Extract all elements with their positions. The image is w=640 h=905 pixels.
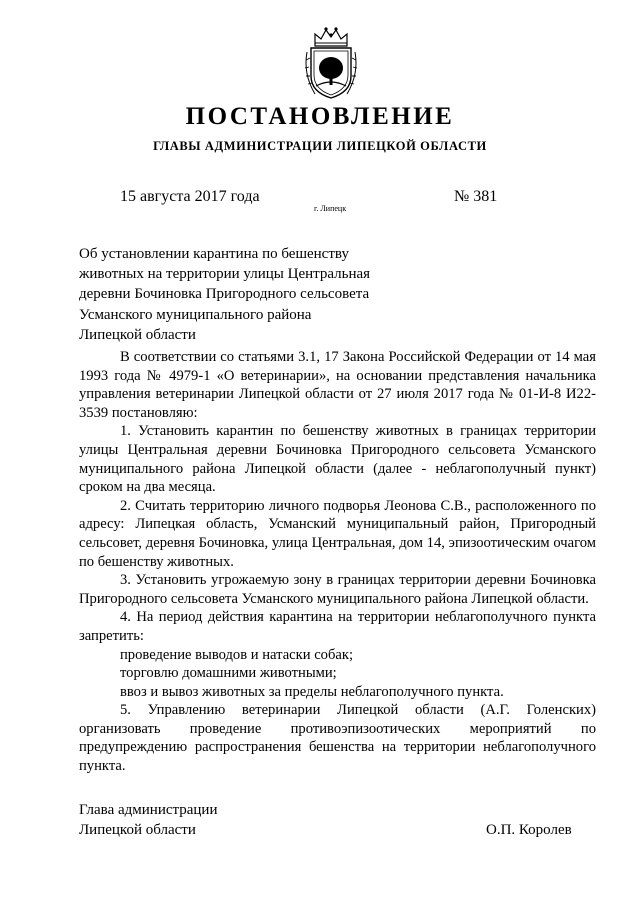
clause-4: 4. На период действия карантина на территории неблагополучного пункта запретить: xyxy=(79,609,596,644)
subject-line: животных на территории улицы Центральная xyxy=(79,266,371,283)
clause-4-subitem: торговлю домашними животными; xyxy=(120,665,337,682)
document-body xyxy=(79,348,596,776)
document-city: г. Липецк xyxy=(314,204,347,213)
clause-3: 3. Установить угрожаемую зону в границах территории деревни Бочиновка Пригородного сельсовета Усманского муниципального района Липецкой области. xyxy=(79,572,596,607)
subject-line: Об установлении карантина по бешенству xyxy=(79,246,349,262)
clause-5: 5. Управлению ветеринарии Липецкой области (А.Г. Голенских) организовать проведение противоэпизоотических мероприятий по предупреждению распространения бешенства на территории неблагополучного пункта. xyxy=(79,702,596,775)
signatory-position-line: Глава администрации xyxy=(79,802,218,818)
document-date: 15 августа 2017 года xyxy=(120,188,260,205)
subject-line: Липецкой области xyxy=(79,326,196,343)
document-title: ПОСТАНОВЛЕНИЕ xyxy=(185,103,455,130)
subject-line: деревни Бочиновка Пригородного сельсовета xyxy=(79,286,370,303)
signatory-position-line: Липецкой области xyxy=(79,822,196,838)
signatory-position xyxy=(79,800,217,840)
clause-4-subitem: ввоз и вывоз животных за пределы неблагополучного пункта. xyxy=(120,683,504,700)
signatory-name: О.П. Королев xyxy=(486,822,572,838)
clause-4-subitem: проведение выводов и натаски собак; xyxy=(120,646,354,663)
subject-line: Усманского муниципального района xyxy=(79,306,312,323)
document-subtitle: ГЛАВЫ АДМИНИСТРАЦИИ ЛИПЕЦКОЙ ОБЛАСТИ xyxy=(153,139,487,153)
document-subject xyxy=(79,244,409,345)
document-number: № 381 xyxy=(454,188,498,205)
clause-1: 1. Установить карантин по бешенству животных в границах территории улицы Центральная деревни Бочиновка Пригородного сельсовета Усманского муниципального района Липецкой области (далее - неблагополучный пункт) сроком на два месяца. xyxy=(79,423,596,496)
clause-2: 2. Считать территорию личного подворья Леонова С.В., расположенного по адресу: Липецкая область, Усманский муниципальный район, Пригородный сельсовет, деревня Бочиновка, улица Центральная, дом 14, эпизоотическим очагом по бешенству животных. xyxy=(79,497,596,570)
coat-of-arms-icon xyxy=(301,24,361,102)
preamble-paragraph: В соответствии со статьями 3.1, 17 Закона Российской Федерации от 14 мая 1993 года № 4979-1 «О ветеринарии», на основании представления начальника управления ветеринарии Липецкой области от 27 июля 2017 года № 01-И-8 И22-3539 постановляю: xyxy=(79,349,596,421)
